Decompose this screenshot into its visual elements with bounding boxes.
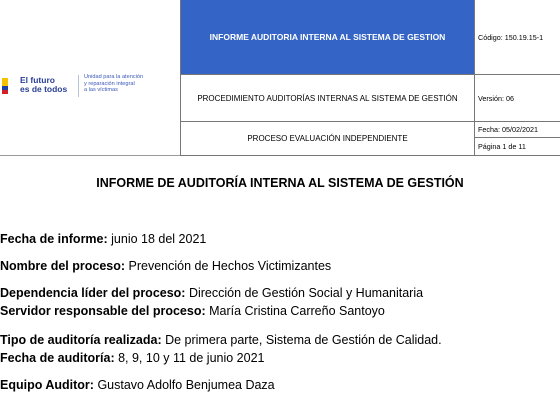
header-version: Versión: 06 [474,75,560,122]
header-date: Fecha: 05/02/2021 [474,122,560,138]
logo-subtitle [84,74,176,94]
field-audit-type [0,333,442,347]
field-label: Dependencia líder del proceso: [0,286,186,300]
logo-sub1: Unidad para la atención [84,74,144,80]
logo-cell [0,0,180,156]
logo-line2: es de todos [20,84,68,94]
logo-text [20,76,80,94]
document-title: INFORME DE AUDITORÍA INTERNA AL SISTEMA DE GESTIÓN [96,176,464,190]
field-value: Dirección de Gestión Social y Humanitaria [185,286,424,300]
header-process: PROCESO EVALUACIÓN INDEPENDIENTE [180,122,474,156]
logo-separator [78,75,79,97]
header-procedure: PROCEDIMIENTO AUDITORÍAS INTERNAS AL SISTEMA DE GESTIÓN [180,75,474,122]
logo-line1: El futuro [20,75,55,85]
logo-sub2: y reparación integral [84,80,135,87]
field-audit-team [0,378,275,392]
field-value: 8, 9, 10 y 11 de junio 2021 [114,351,265,365]
field-audit-date [0,351,265,365]
header-code: Código: 150.19.15-1 [474,0,560,75]
field-label: Fecha de auditoría: [0,351,115,365]
field-label: Servidor responsable del proceso: [0,304,206,318]
field-process-name [0,259,331,273]
field-label: Nombre del proceso: [0,259,126,273]
field-label: Fecha de informe: [0,232,108,246]
logo-sub3: a las víctimas [84,87,118,94]
field-label: Tipo de auditoría realizada: [0,333,162,347]
document-header [0,0,560,156]
field-label: Equipo Auditor: [0,378,94,392]
header-title: INFORME AUDITORIA INTERNA AL SISTEMA DE GESTION [180,0,474,75]
field-responsible-officer [0,304,385,318]
header-page: Página 1 de 11 [474,138,560,156]
field-lead-dependency [0,286,423,300]
field-value: María Cristina Carreño Santoyo [205,304,385,318]
field-value: De primera parte, Sistema de Gestión de Calidad. [161,333,442,347]
colombia-flag-icon [2,78,8,94]
field-value: Prevención de Hechos Victimizantes [125,259,332,273]
field-value: Gustavo Adolfo Benjumea Daza [93,378,275,392]
field-report-date [0,232,206,246]
field-value: junio 18 del 2021 [107,232,207,246]
